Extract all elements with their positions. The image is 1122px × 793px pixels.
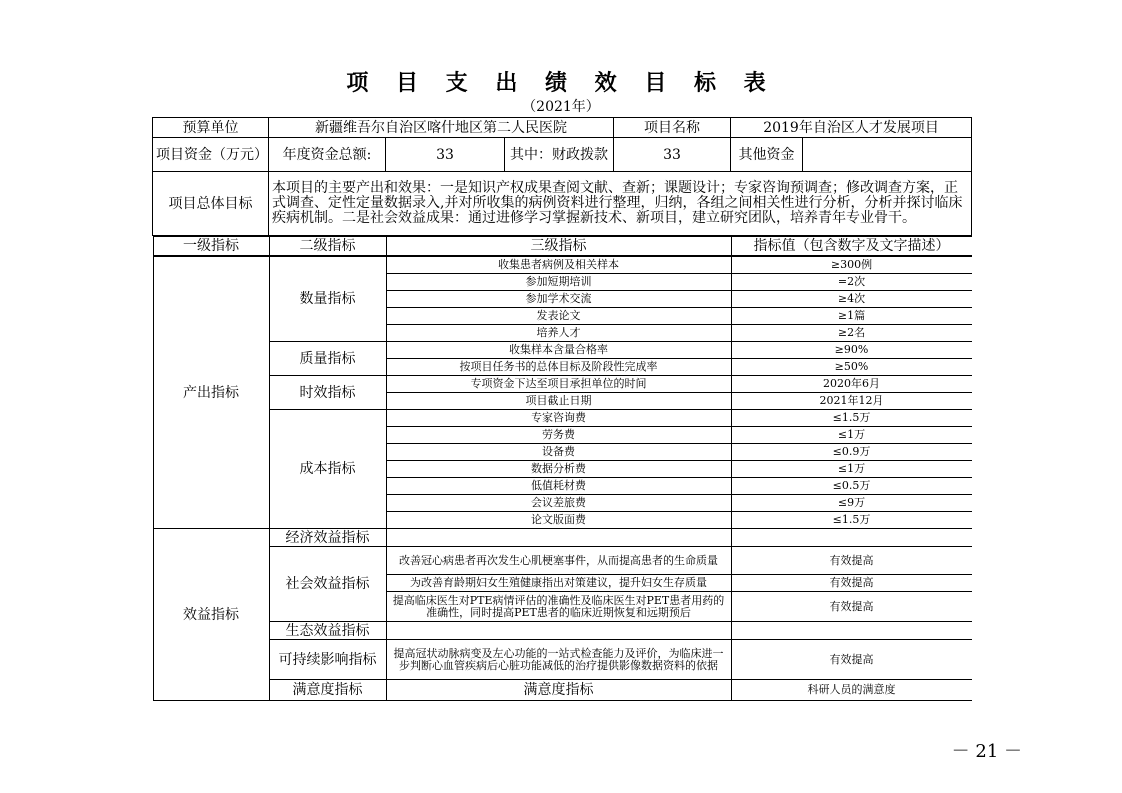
- year-subtitle: （2021年）: [522, 99, 600, 115]
- indicator-value: ≥1篇: [731, 308, 972, 325]
- col-header-value: 指标值（包含数字及文字描述）: [731, 237, 972, 256]
- indicator-name: 项目截止日期: [386, 393, 731, 410]
- funds-label: 项目资金（万元）: [153, 138, 269, 172]
- indicator-value: [731, 622, 972, 640]
- group-output: 产出指标: [153, 257, 269, 529]
- indicator-value: ≤0.9万: [731, 444, 972, 461]
- indicator-value: ≤1.5万: [731, 512, 972, 529]
- indicator-name: [386, 529, 731, 547]
- indicator-value: ≥90%: [731, 342, 972, 359]
- indicator-name: 提高临床医生对PTE病情评估的准确性及临床医生对PET患者用药的准确性，同时提高PET患者的临床近期恢复和远期预后: [386, 592, 731, 622]
- indicator-name: 论文版面费: [386, 512, 731, 529]
- indicator-name: 数据分析费: [386, 461, 731, 478]
- indicator-name: 改善冠心病患者再次发生心肌梗塞事件，从而提高患者的生命质量: [386, 547, 731, 575]
- annual-total-label: 年度资金总额:: [269, 138, 386, 172]
- indicator-name: 劳务费: [386, 427, 731, 444]
- col-header-level2: 二级指标: [269, 237, 386, 256]
- indicator-value: ≤1万: [731, 461, 972, 478]
- indicator-body: [153, 256, 972, 701]
- indicator-name: 发表论文: [386, 308, 731, 325]
- indicator-name: 培养人才: [386, 325, 731, 342]
- fiscal-label: 其中：财政拨款: [505, 138, 614, 172]
- indicator-value: 有效提高: [731, 575, 972, 592]
- project-name-label: 项目名称: [614, 118, 731, 138]
- goal-label: 项目总体目标: [153, 172, 269, 236]
- indicator-name: 收集样本含量合格率: [386, 342, 731, 359]
- indicator-value: ≥4次: [731, 291, 972, 308]
- group-satisfaction: 满意度指标: [269, 680, 386, 701]
- subgroup-satisfaction: 满意度指标: [386, 680, 731, 701]
- indicator-name: 低值耗材费: [386, 478, 731, 495]
- indicator-value: [731, 529, 972, 547]
- indicator-name: 专家咨询费: [386, 410, 731, 427]
- indicator-name: 提高冠状动脉病变及左心功能的一站式检查能力及评价，为临床进一步判断心血管疾病后心脏功能减低的治疗提供影像数据资料的依据: [386, 640, 731, 680]
- column-header-row: [153, 236, 972, 256]
- col-header-level1: 一级指标: [153, 237, 269, 256]
- indicator-value: 有效提高: [731, 592, 972, 622]
- indicator-value: 有效提高: [731, 547, 972, 575]
- indicator-name: 收集患者病例及相关样本: [386, 257, 731, 274]
- subgroup-sustain: 可持续影响指标: [269, 640, 386, 680]
- fiscal-value: 33: [614, 138, 731, 172]
- subgroup-economic: 经济效益指标: [269, 529, 386, 547]
- subgroup-cost: 成本指标: [269, 410, 386, 529]
- budget-unit-label: 预算单位: [153, 118, 269, 138]
- subgroup-quality: 质量指标: [269, 342, 386, 376]
- budget-unit-value: 新疆维吾尔自治区喀什地区第二人民医院: [269, 118, 614, 138]
- indicator-value: 2020年6月: [731, 376, 972, 393]
- indicator-name: 设备费: [386, 444, 731, 461]
- indicator-name: 参加学术交流: [386, 291, 731, 308]
- col-header-level3: 三级指标: [386, 237, 731, 256]
- indicator-name: 科研人员的满意度: [731, 680, 972, 701]
- subgroup-social: 社会效益指标: [269, 547, 386, 622]
- indicator-value: ≤1.5万: [731, 410, 972, 427]
- subgroup-ecology: 生态效益指标: [269, 622, 386, 640]
- indicator-value: ≤9万: [731, 495, 972, 512]
- indicator-value: 2021年12月: [731, 393, 972, 410]
- group-benefit: 效益指标: [153, 529, 269, 701]
- indicator-value: ≤1万: [731, 427, 972, 444]
- indicator-value: 有效提高: [731, 640, 972, 680]
- other-funds-label: 其他资金: [731, 138, 803, 172]
- annual-total-value: 33: [386, 138, 505, 172]
- indicator-value: ≥2名: [731, 325, 972, 342]
- indicator-name: 专项资金下达至项目承担单位的时间: [386, 376, 731, 393]
- indicator-name: 按项目任务书的总体目标及阶段性完成率: [386, 359, 731, 376]
- page-title: 项 目 支 出 绩 效 目 标 表: [346, 71, 776, 96]
- project-name-value: 2019年自治区人才发展项目: [731, 118, 972, 138]
- indicator-value: ≤0.5万: [731, 478, 972, 495]
- indicator-name: 为改善育龄期妇女生殖健康指出对策建议，提升妇女生存质量: [386, 575, 731, 592]
- goal-text: 本项目的主要产出和效果：一是知识产权成果查阅文献、查新；课题设计；专家咨询预调查；修改调查方案，正式调查、定性定量数据录入,并对所收集的病例资料进行整理，归纳，各组之间相关性进行分析，分析并探讨临床疾病机制。二是社会效益成果：通过进修学习掌握新技术、新项目，建立研究团队，培养青年专业骨干。: [269, 172, 972, 236]
- indicator-value: ≥50%: [731, 359, 972, 376]
- indicator-name: 参加短期培训: [386, 274, 731, 291]
- page-number: － 21 －: [951, 741, 1022, 762]
- other-funds-value: [803, 138, 972, 172]
- indicator-name: [386, 622, 731, 640]
- performance-target-table: [152, 117, 972, 701]
- indicator-value: =2次: [731, 274, 972, 291]
- subgroup-quantity: 数量指标: [269, 257, 386, 342]
- subgroup-time: 时效指标: [269, 376, 386, 410]
- indicator-name: 会议差旅费: [386, 495, 731, 512]
- indicator-value: ≥300例: [731, 257, 972, 274]
